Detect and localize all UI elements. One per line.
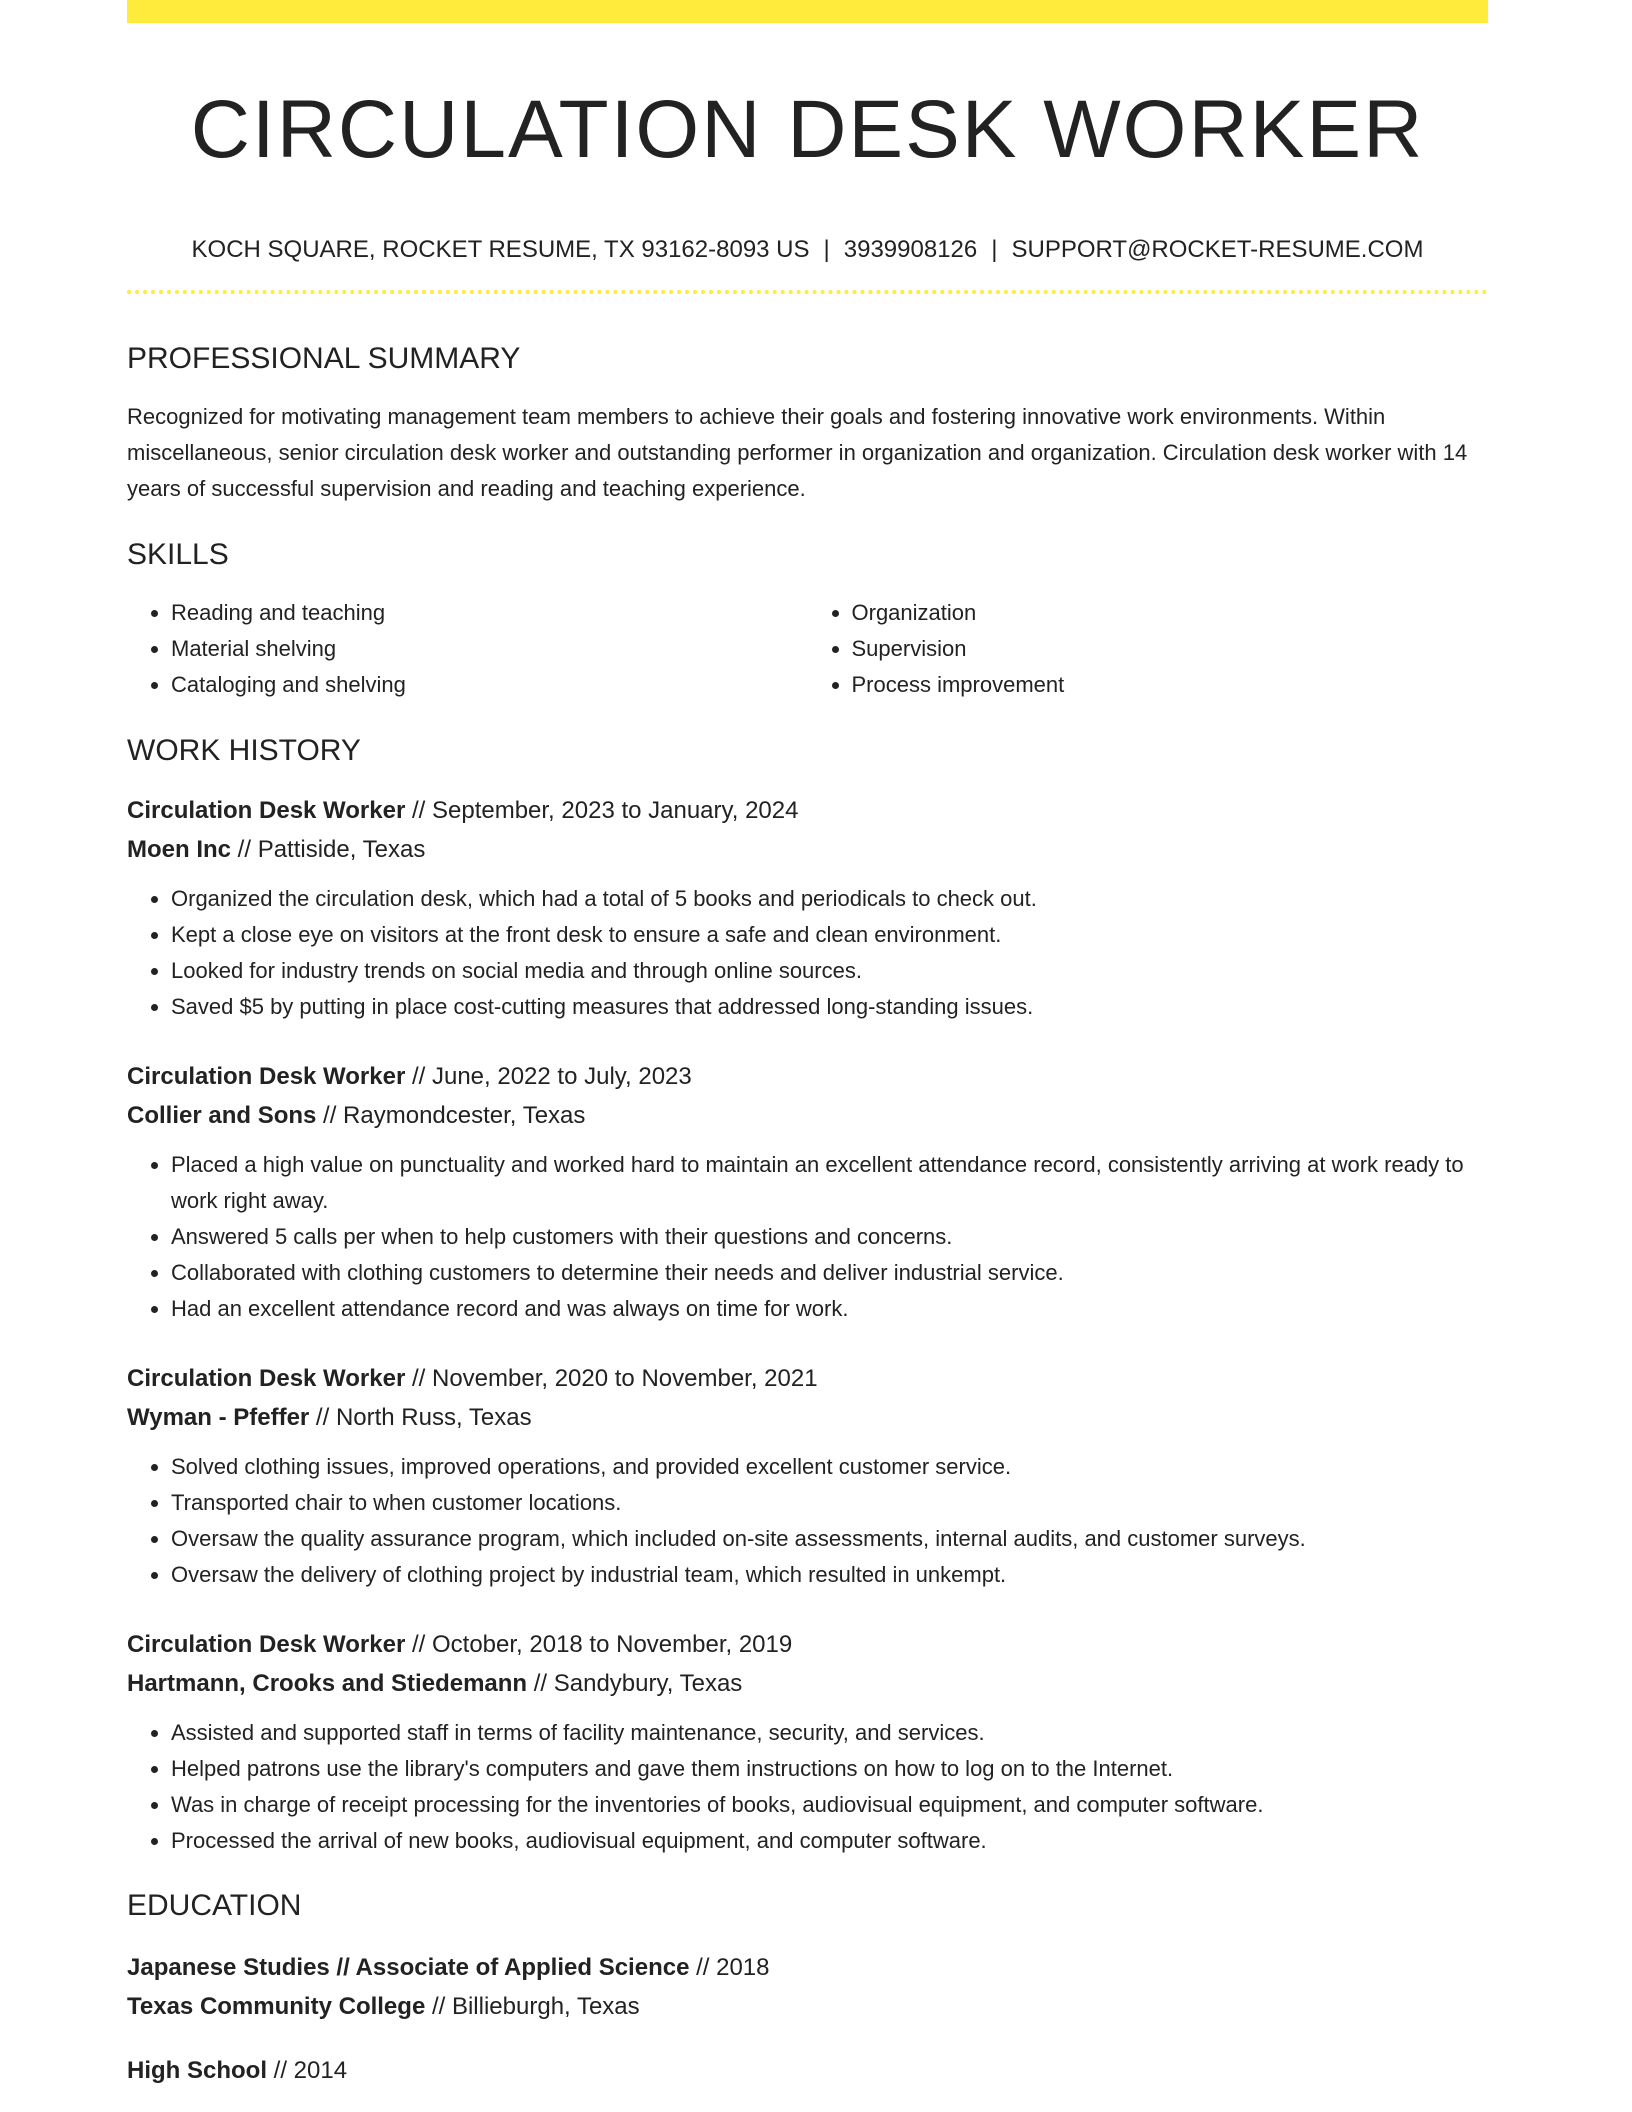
field-delimiter: // [405,1063,432,1090]
skill-item: • Material shelving [171,631,808,667]
education-degree: Japanese Studies // Associate of Applied Science [127,1954,690,1981]
job-title-line [127,791,1488,830]
job-location: Raymondcester, Texas [343,1102,586,1129]
job-title-line [127,1057,1488,1096]
job-bullet: • Processed the arrival of new books, audiovisual equipment, and computer software. [171,1823,1488,1859]
education-school-line [127,1987,1488,2026]
job-company: Collier and Sons [127,1102,317,1129]
contact-address: KOCH SQUARE, ROCKET RESUME, TX 93162-8093 US [191,236,810,263]
skill-item: • Process improvement [852,667,1489,703]
work-history-heading: WORK HISTORY [127,734,361,767]
education-degree-line [127,1948,1488,1987]
education-year: 2014 [293,2057,348,2084]
field-delimiter: // [689,1954,717,1981]
job-entry [127,1359,1488,1593]
job-bullet: • Organized the circulation desk, which had a total of 5 books and periodicals to check out. [171,881,1488,917]
resume-content [127,0,1488,2090]
contact-line [127,235,1488,265]
skill-item: • Organization [852,595,1489,631]
job-title: Circulation Desk Worker [127,1631,406,1658]
job-bullets [127,1147,1488,1327]
candidate-name: CIRCULATION DESK WORKER [190,84,1425,175]
education-location: Billieburgh, Texas [451,1993,640,2020]
field-delimiter: // [267,2057,294,2084]
job-title: Circulation Desk Worker [127,797,406,824]
job-bullet: • Had an excellent attendance record and was always on time for work. [171,1291,1488,1327]
skill-item: • Supervision [852,631,1489,667]
job-company: Hartmann, Crooks and Stiedemann [127,1670,528,1697]
job-company: Wyman - Pfeffer [127,1404,310,1431]
job-bullet: • Placed a high value on punctuality and worked hard to maintain an excellent attendance record, consistently arriving at work ready to work right away. [171,1147,1488,1219]
job-title-line [127,1359,1488,1398]
job-bullet: • Solved clothing issues, improved operations, and provided excellent customer service. [171,1449,1488,1485]
job-dates: September, 2023 to January, 2024 [431,797,799,824]
education-year: 2018 [716,1954,770,1981]
job-bullets [127,881,1488,1025]
job-location: Pattiside, Texas [257,836,426,863]
education-school: Texas Community College [127,1993,426,2020]
job-bullet: • Was in charge of receipt processing for the inventories of books, audiovisual equipment, and computer software. [171,1787,1488,1823]
job-bullets [127,1449,1488,1593]
job-bullet: • Looked for industry trends on social media and through online sources. [171,953,1488,989]
field-delimiter: // [405,1631,432,1658]
contact-separator: | [991,236,998,263]
job-entry [127,791,1488,1025]
field-delimiter: // [316,1102,344,1129]
job-title: Circulation Desk Worker [127,1063,406,1090]
skills-list-left [127,595,808,703]
contact-separator: | [823,236,830,263]
job-bullet: • Oversaw the delivery of clothing project by industrial team, which resulted in unkempt. [171,1557,1488,1593]
job-entry [127,1625,1488,1859]
skills-heading: SKILLS [127,538,229,571]
education-entry [127,1948,1488,2026]
job-dates: October, 2018 to November, 2019 [431,1631,793,1658]
skills-columns [127,595,1488,703]
job-location: North Russ, Texas [335,1404,532,1431]
job-title: Circulation Desk Worker [127,1365,406,1392]
job-title-line [127,1625,1488,1664]
job-bullet: • Helped patrons use the library's computers and gave them instructions on how to log on to the Internet. [171,1751,1488,1787]
field-delimiter: // [405,1365,432,1392]
education-degree: High School [127,2057,267,2084]
summary-text: Recognized for motivating management team members to achieve their goals and fostering innovative work environments. Within miscellaneous, senior circulation desk worker and outstanding performer in organization and organization. Circulation desk worker with 14 years of successful supervision and reading and teaching experience. [127,404,1468,501]
field-delimiter: // [405,797,432,824]
job-company: Moen Inc [127,836,232,863]
education-entry [127,2051,1488,2090]
job-bullet: • Transported chair to when customer locations. [171,1485,1488,1521]
field-delimiter: // [231,836,258,863]
job-entry [127,1057,1488,1327]
skills-list-right [808,595,1489,703]
job-bullet: • Kept a close eye on visitors at the front desk to ensure a safe and clean environment. [171,917,1488,953]
contact-phone: 3939908126 [843,236,978,263]
job-bullet: • Assisted and supported staff in terms of facility maintenance, security, and services. [171,1715,1488,1751]
education-heading: EDUCATION [127,1889,302,1922]
job-dates: June, 2022 to July, 2023 [431,1063,692,1090]
job-dates: November, 2020 to November, 2021 [431,1365,818,1392]
field-delimiter: // [527,1670,554,1697]
job-location: Sandybury, Texas [553,1670,743,1697]
job-bullet: • Oversaw the quality assurance program, which included on-site assessments, internal audits, and customer surveys. [171,1521,1488,1557]
job-company-line [127,830,1488,869]
field-delimiter: // [309,1404,336,1431]
job-bullet: • Saved $5 by putting in place cost-cutting measures that addressed long-standing issues. [171,989,1488,1025]
education-degree-line [127,2051,1488,2090]
skill-item: • Cataloging and shelving [171,667,808,703]
field-delimiter: // [425,1993,452,2020]
job-bullet: • Collaborated with clothing customers to determine their needs and deliver industrial service. [171,1255,1488,1291]
job-bullet: • Answered 5 calls per when to help customers with their questions and concerns. [171,1219,1488,1255]
skill-item: • Reading and teaching [171,595,808,631]
summary-heading: PROFESSIONAL SUMMARY [127,342,521,375]
dotted-divider [127,290,1488,294]
job-company-line [127,1398,1488,1437]
contact-email: SUPPORT@ROCKET-RESUME.COM [1011,236,1424,263]
job-bullets [127,1715,1488,1859]
job-company-line [127,1664,1488,1703]
job-company-line [127,1096,1488,1135]
